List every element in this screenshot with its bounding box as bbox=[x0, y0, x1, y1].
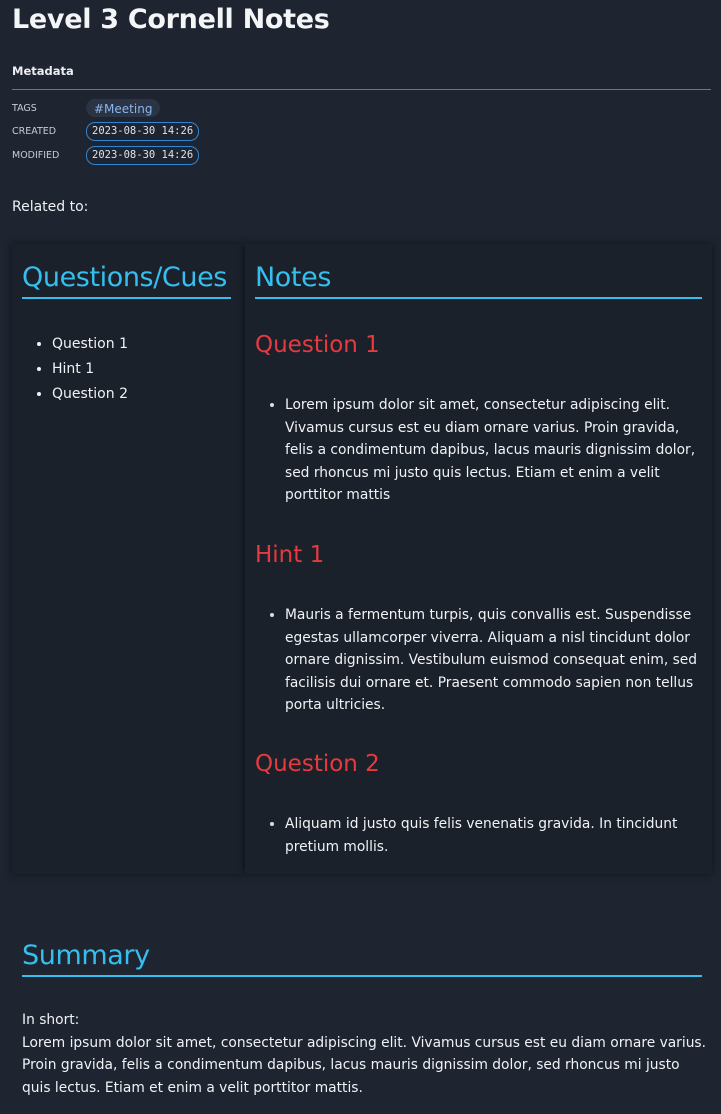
metadata-divider bbox=[12, 89, 711, 90]
summary-intro: In short: bbox=[22, 1012, 80, 1028]
metadata-key-created: CREATED bbox=[12, 125, 57, 137]
note-section-question-1 bbox=[255, 330, 705, 507]
summary-body bbox=[22, 1009, 707, 1099]
cue-item: • Question 2 bbox=[52, 382, 128, 407]
cues-heading: Questions/Cues bbox=[22, 260, 231, 299]
summary-heading: Summary bbox=[22, 938, 702, 977]
note-item: • Aliquam id justo quis felis venenatis gravida. In tincidunt pretium mollis. bbox=[285, 813, 705, 858]
notes-heading: Notes bbox=[255, 260, 702, 299]
note-section-list bbox=[255, 394, 705, 507]
note-section-list bbox=[255, 813, 705, 858]
tag-link[interactable]: #Meeting bbox=[86, 99, 160, 117]
note-section-question-2 bbox=[255, 749, 705, 858]
metadata-key-tags: TAGS bbox=[12, 102, 37, 114]
notes-column bbox=[245, 244, 712, 874]
cue-item: • Question 1 bbox=[52, 332, 128, 357]
metadata-row-created bbox=[12, 121, 199, 141]
cues-list bbox=[34, 332, 128, 407]
note-section-heading: Hint 1 bbox=[255, 542, 325, 568]
created-date-value[interactable]: 2023-08-30 14:26 bbox=[86, 122, 199, 141]
related-to-label: Related to: bbox=[12, 199, 89, 215]
note-section-list bbox=[255, 604, 705, 717]
summary-paragraph: Lorem ipsum dolor sit amet, consectetur adipiscing elit. Vivamus cursus est eu diam ornare varius. Proin gravida, felis a condimentum dapibus, lacus mauris dignissim dolor, sed rhoncus mi justo quis lectus. Etiam et enim a velit porttitor mattis. bbox=[22, 1034, 707, 1096]
metadata-heading[interactable]: Metadata bbox=[12, 64, 74, 78]
note-item: • Lorem ipsum dolor sit amet, consectetur adipiscing elit. Vivamus cursus est eu diam ornare varius. Proin gravida, felis a condimentum dapibus, lacus mauris dignissim dolor, sed rhoncus mi justo quis lectus. Etiam et enim a velit porttitor mattis bbox=[285, 394, 705, 507]
metadata-row-modified bbox=[12, 145, 199, 165]
note-section-hint-1 bbox=[255, 540, 705, 717]
metadata-key-modified: MODIFIED bbox=[12, 149, 60, 161]
note-item: • Mauris a fermentum turpis, quis convallis est. Suspendisse egestas ullamcorper viverra. Aliquam a nisl tincidunt dolor ornare dignissim. Vestibulum euismod consequat enim, sed facilisis dui ornare et. Praesent commodo sapien non tellus porta ultricies. bbox=[285, 604, 705, 717]
note-section-heading: Question 2 bbox=[255, 751, 380, 777]
modified-date-value[interactable]: 2023-08-30 14:26 bbox=[86, 146, 199, 165]
cues-column bbox=[12, 244, 242, 874]
page-title: Level 3 Cornell Notes bbox=[12, 4, 330, 35]
metadata-row-tags bbox=[12, 98, 160, 118]
cue-item: • Hint 1 bbox=[52, 357, 128, 382]
note-section-heading: Question 1 bbox=[255, 332, 380, 358]
